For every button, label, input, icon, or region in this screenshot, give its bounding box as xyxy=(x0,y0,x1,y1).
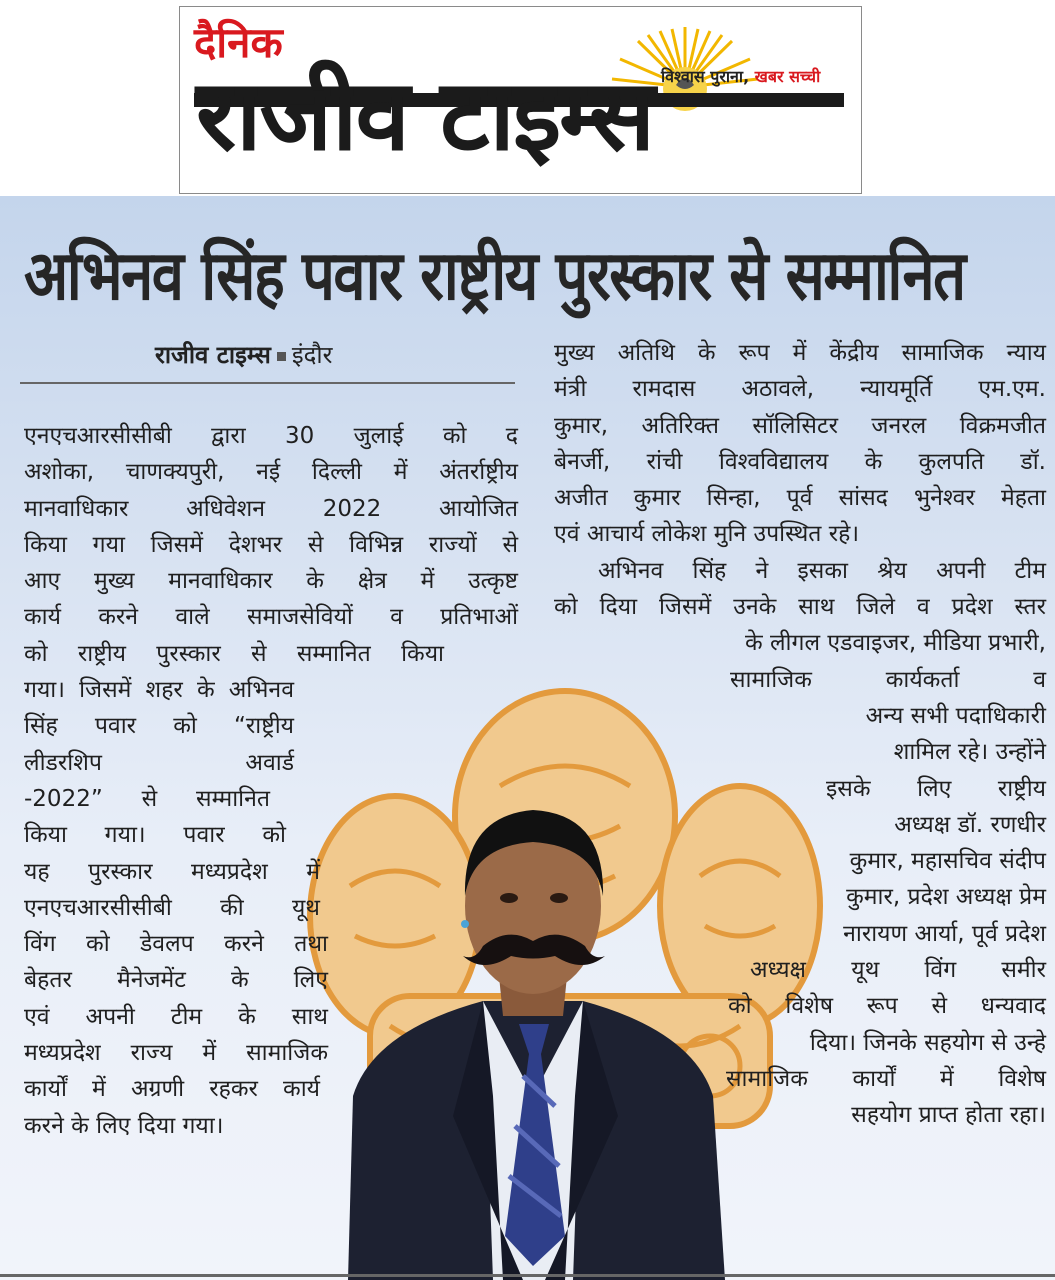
person-portrait xyxy=(333,796,728,1280)
text-line: सामाजिक कार्यकर्ता व xyxy=(730,666,1046,693)
bottom-divider xyxy=(0,1274,1055,1277)
text-line: दिया। जिनके सहयोग से उन्हे xyxy=(809,1029,1046,1056)
text-line: इसके लिए राष्ट्रीय xyxy=(826,775,1046,802)
article-headline: अभिनव सिंह पवार राष्ट्रीय पुरस्कार से सम्मानित xyxy=(24,235,965,316)
text-line: सिंह पवार को “राष्ट्रीय xyxy=(24,713,294,740)
text-line: आए मुख्य मानवाधिकार के क्षेत्र में उत्कृष्ट xyxy=(24,568,518,595)
tagline-part-2: खबर सच्ची xyxy=(754,67,821,86)
text-line: अन्य सभी पदाधिकारी xyxy=(865,702,1046,729)
text-line: विंग को डेवलप करने तथा xyxy=(24,931,328,958)
text-line: -2022” से सम्मानित xyxy=(24,785,270,812)
text-line: कुमार, महासचिव संदीप xyxy=(849,848,1046,875)
text-line: शामिल रहे। उन्होंने xyxy=(893,739,1046,766)
byline-source: राजीव टाइम्स xyxy=(155,341,271,369)
text-line: कुमार, प्रदेश अध्यक्ष प्रेम xyxy=(846,884,1046,911)
text-line: को राष्ट्रीय पुरस्कार से सम्मानित किया xyxy=(24,640,444,667)
newspaper-name: राजीव टाइम्स xyxy=(196,59,654,173)
text-line: अजीत कुमार सिन्हा, पूर्व सांसद भुनेश्वर मेहता xyxy=(554,485,1046,512)
text-line: एनएचआरसीसीबी द्वारा 30 जुलाई को द xyxy=(24,423,518,449)
newspaper-masthead xyxy=(179,6,862,194)
text-line: अध्यक्ष यूथ विंग समीर xyxy=(750,957,1046,984)
byline-separator-icon xyxy=(277,352,286,361)
tagline-part-1: विश्वास पुराना, xyxy=(661,67,750,86)
text-line: सामाजिक कार्यों में विशेष xyxy=(726,1065,1046,1092)
masthead-tagline xyxy=(661,65,820,87)
text-line: अशोका, चाणक्यपुरी, नई दिल्ली में अंतर्राष्ट्रीय xyxy=(24,459,518,486)
text-line: कार्यों में अग्रणी रहकर कार्य xyxy=(24,1076,320,1103)
byline xyxy=(155,338,332,371)
text-line: अध्यक्ष डॉ. रणधीर xyxy=(894,811,1046,838)
text-line: मानवाधिकार अधिवेशन 2022 आयोजित xyxy=(24,495,518,522)
text-line: मंत्री रामदास अठावले, न्यायमूर्ति एम.एम. xyxy=(554,376,1046,403)
text-line: मध्यप्रदेश राज्य में सामाजिक xyxy=(24,1040,328,1067)
text-line: कुमार, अतिरिक्त सॉलिसिटर जनरल विक्रमजीत xyxy=(554,412,1046,439)
byline-place: इंदौर xyxy=(291,341,333,369)
byline-divider xyxy=(20,382,515,384)
text-line: एवं आचार्य लोकेश मुनि उपस्थित रहे। xyxy=(554,521,860,548)
text-line: बेनर्जी, रांची विश्वविद्यालय के कुलपति डॉ. xyxy=(554,448,1046,475)
text-line: एवं अपनी टीम के साथ xyxy=(24,1003,328,1030)
text-line: सहयोग प्राप्त होता रहा। xyxy=(851,1102,1046,1129)
text-line: नारायण आर्या, पूर्व प्रदेश xyxy=(843,920,1046,947)
text-line: को विशेष रूप से धन्यवाद xyxy=(728,993,1046,1020)
text-line: अभिनव सिंह ने इसका श्रेय अपनी टीम xyxy=(598,557,1046,584)
text-line: यह पुरस्कार मध्यप्रदेश में xyxy=(24,858,320,885)
text-line: किया गया जिसमें देशभर से विभिन्न राज्यों से xyxy=(24,531,518,558)
masthead-prefix: दैनिक xyxy=(194,18,283,67)
news-article xyxy=(0,196,1055,1280)
text-line: लीडरशिप अवार्ड xyxy=(24,749,294,776)
text-line: के लीगल एडवाइजर, मीडिया प्रभारी, xyxy=(744,630,1046,657)
text-line: कार्य करने वाले समाजसेवियों व प्रतिभाओं xyxy=(24,604,518,631)
text-line: गया। जिसमें शहर के अभिनव xyxy=(24,677,294,704)
text-line: को दिया जिसमें उनके साथ जिले व प्रदेश स्तर xyxy=(554,594,1046,621)
text-line: किया गया। पवार को xyxy=(24,822,286,849)
text-line: करने के लिए दिया गया। xyxy=(24,1112,224,1139)
text-line: एनएचआरसीसीबी की यूथ xyxy=(24,894,320,921)
text-line: बेहतर मैनेजमेंट के लिए xyxy=(24,967,328,994)
text-line: मुख्य अतिथि के रूप में केंद्रीय सामाजिक न्याय xyxy=(554,340,1046,366)
